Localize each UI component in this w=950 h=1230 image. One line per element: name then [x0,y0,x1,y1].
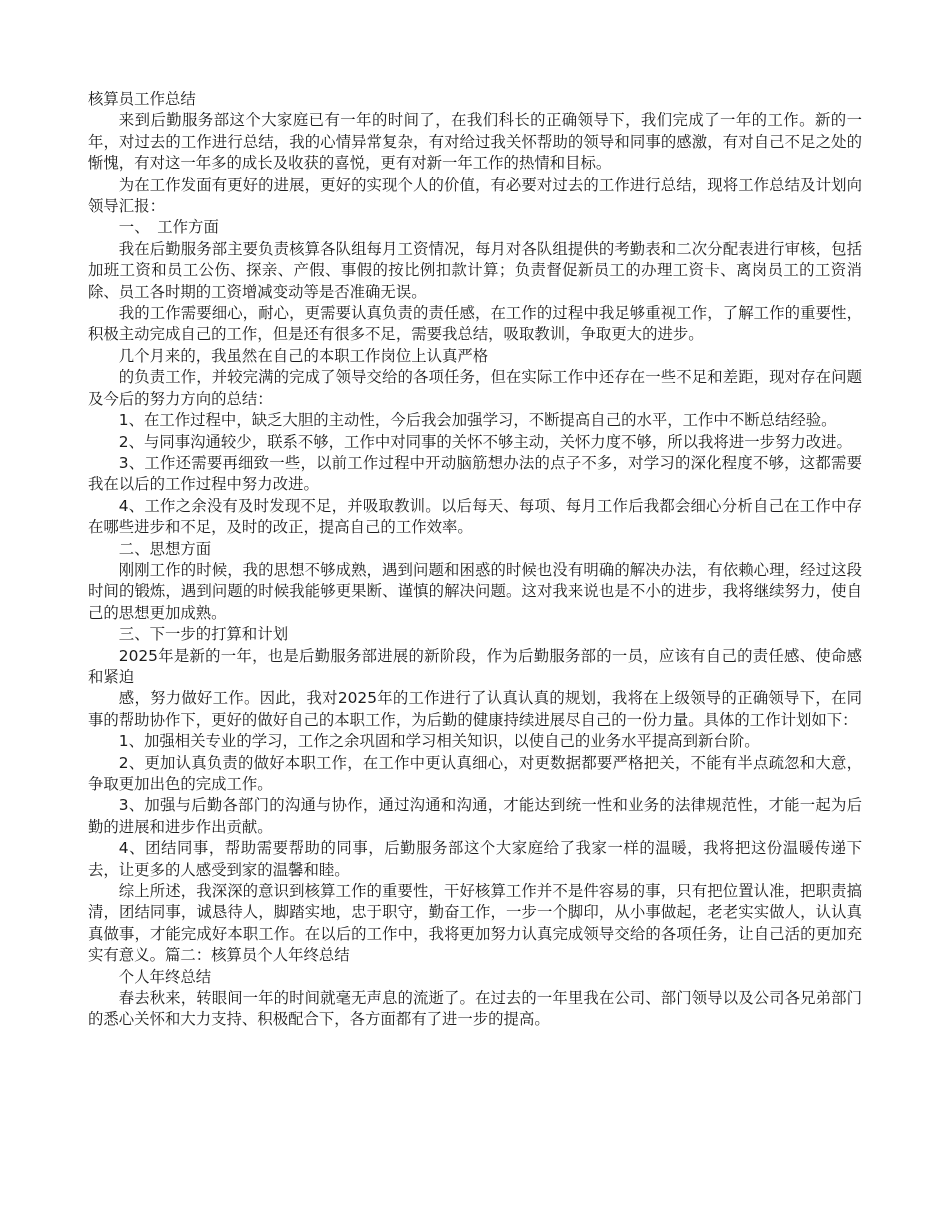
paragraph-responsibilities: 我在后勤服务部主要负责核算各队组每月工资情况，每月对各队组提供的考勤表和二次分配表进行审核，包括加班工资和员工公伤、探亲、产假、事假的按比例扣款计算；负责督促新员工的办理工资卡、离岗员工的工资消除、员工各时期的工资增减变动等是否准确无误。 [88,239,862,301]
paragraph-new-year: 2025年是新的一年，也是后勤服务部进展的新阶段，作为后勤服务部的一员，应该有自己的责任感、使命感和紧迫 [88,646,862,686]
section-heading-thinking: 二、思想方面 [118,539,212,558]
section-heading-annual-summary: 个人年终总结 [118,967,212,986]
paragraph-conclusion: 综上所述，我深深的意识到核算工作的重要性，干好核算工作并不是件容易的事，只有把位置认准，把职责搞清，团结同事，诚恳待人，脚踏实地，忠于职守，勤奋工作，一步一个脚印，从小事做起，老老实实做人，认认真真做事，才能完成好本职工作。在以后的工作中，我将更加努力认真完成领导交给的各项任务，让自己活的更加充实有意义。篇二：核算员个人年终总结 [88,882,862,965]
list-item-plan-4: 4、团结同事，帮助需要帮助的同事，后勤服务部这个大家庭给了我家一样的温暖，我将把这份温暖传递下去，让更多的人感受到家的温馨和睦。 [88,839,862,879]
list-item-plan-1: 1、加强相关专业的学习，工作之余巩固和学习相关知识，以使自己的业务水平提高到新台阶。 [118,732,760,751]
list-item-plan-3: 3、加强与后勤各部门的沟通与协作，通过沟通和沟通，才能达到统一性和业务的法律规范性，才能一起为后勤的进展和进步作出贡献。 [88,796,862,836]
paragraph-attitude: 我的工作需要细心，耐心，更需要认真负责的责任感，在工作的过程中我足够重视工作，了解工作的重要性，积极主动完成自己的工作，但是还有很多不足，需要我总结，吸取教训，争取更大的进步。 [88,304,862,344]
list-item-plan-2: 2、更加认真负责的做好本职工作，在工作中更认真细心，对更数据都要严格把关，不能有半点疏忽和大意，争取更加出色的完成工作。 [88,753,862,793]
list-item-shortcoming-1: 1、在工作过程中，缺乏大胆的主动性，今后我会加强学习，不断提高自己的水平，工作中不断总结经验。 [118,411,837,430]
paragraph-annual-summary: 春去秋来，转眼间一年的时间就毫无声息的流逝了。在过去的一年里我在公司、部门领导以及公司各兄弟部门的悉心关怀和大力支持、积极配合下，各方面都有了进一步的提高。 [88,989,862,1029]
list-item-shortcoming-3: 3、工作还需要再细致一些，以前工作过程中开动脑筋想办法的点子不多，对学习的深化程度不够，这都需要我在以后的工作过程中努力改进。 [88,453,862,494]
paragraph-shortcomings-intro: 的负责工作，并较完满的完成了领导交给的各项任务，但在实际工作中还存在一些不足和差距，现对存在问题及今后的努力方向的总结： [88,368,862,408]
section-heading-plan: 三、下一步的打算和计划 [118,625,289,644]
list-item-shortcoming-2: 2、与同事沟通较少，联系不够，工作中对同事的关怀不够主动，关怀力度不够，所以我将进一步努力改进。 [118,432,852,451]
paragraph-thinking: 刚刚工作的时候，我的思想不够成熟，遇到问题和困惑的时候也没有明确的解决办法，有依赖心理，经过这段时间的锻炼，遇到问题的时候我能够更果断、谨慎的解决问题。这对我来说也是不小的进步，我将继续努力，使自己的思想更加成熟。 [88,560,862,622]
section-heading-work: 一、 工作方面 [118,218,219,237]
paragraph-purpose: 为在工作发面有更好的进展，更好的实现个人的价值，有必要对过去的工作进行总结，现将工作总结及计划向领导汇报： [88,175,862,216]
document-page [88,89,862,1031]
paragraph-months: 几个月来的，我虽然在自己的本职工作岗位上认真严格 [118,346,489,365]
document-title: 核算员工作总结 [88,90,196,108]
paragraph-plan-intro: 感，努力做好工作。因此，我对2025年的工作进行了认真认真的规划，我将在上级领导的正确领导下，在同事的帮助协作下，更好的做好自己的本职工作，为后勤的健康持续进展尽自己的一份力量。具体的工作计划如下： [88,689,862,729]
list-item-shortcoming-4: 4、工作之余没有及时发现不足，并吸取教训。以后每天、每项、每月工作后我都会细心分析自己在工作中存在哪些进步和不足，及时的改正，提高自己的工作效率。 [88,496,862,537]
paragraph-intro: 来到后勤服务部这个大家庭已有一年的时间了，在我们科长的正确领导下，我们完成了一年的工作。新的一年，对过去的工作进行总结，我的心情异常复杂，有对给过我关怀帮助的领导和同事的感激，有对自己不足之处的惭愧，有对这一年多的成长及收获的喜悦，更有对新一年工作的热情和目标。 [88,111,862,173]
